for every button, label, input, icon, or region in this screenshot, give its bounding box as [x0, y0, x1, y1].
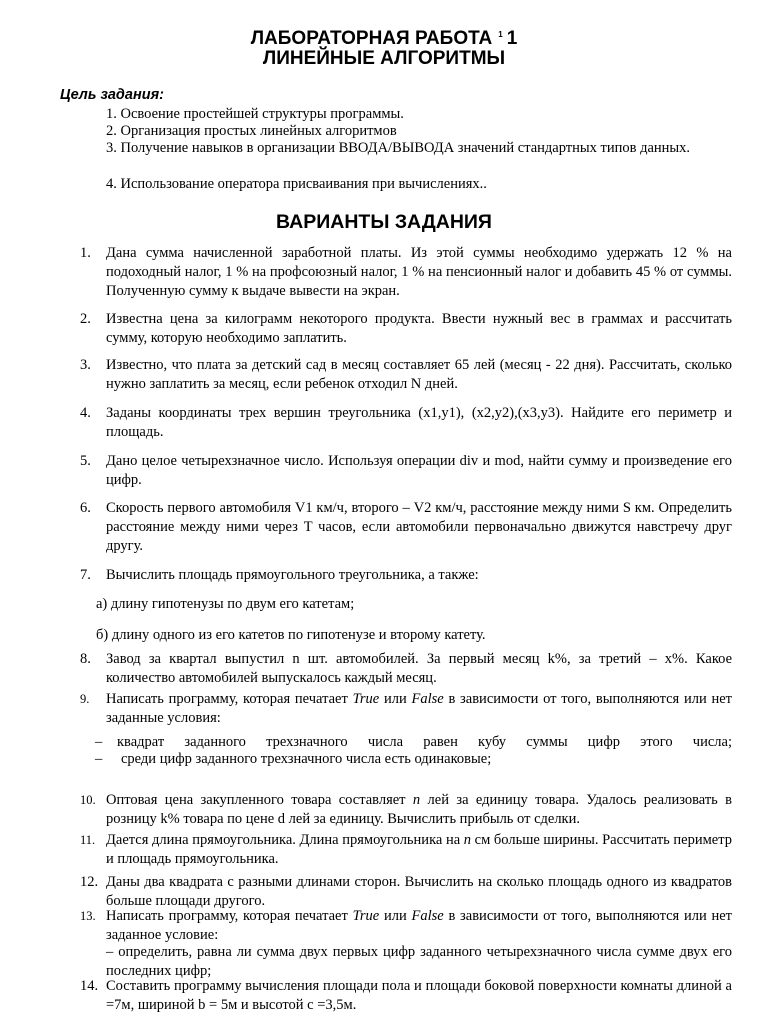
- task-number: 8.: [80, 651, 91, 667]
- task-number: 9.: [80, 692, 90, 706]
- task-item: [80, 499, 732, 556]
- task-text: Дано целое четырехзначное число. Используя операции div и mod, найти сумму и произведение его цифр.: [106, 453, 732, 488]
- task-7-subitem: б) длину одного из его катетов по гипотенузе и второму катету.: [96, 627, 486, 643]
- false-word: False: [411, 908, 444, 924]
- task-number: 6.: [80, 500, 91, 516]
- task-item: [80, 566, 732, 585]
- task-number: 12.: [80, 874, 99, 890]
- true-word: True: [352, 691, 380, 707]
- task-number: 14.: [80, 978, 99, 994]
- task-item: [80, 310, 732, 348]
- task-text: Написать программу, которая печатает True или False в зависимости от того, выполняются или нет заданные условия:: [106, 691, 732, 726]
- goal-item: 1. Освоение простейшей структуры программы.: [106, 106, 404, 122]
- variants-heading: ВАРИАНТЫ ЗАДАНИЯ: [276, 211, 492, 233]
- goal-label: Цель задания:: [60, 87, 164, 103]
- task-number: 4.: [80, 405, 91, 421]
- task-number: 10.: [80, 793, 96, 807]
- task-text: Скорость первого автомобиля V1 км/ч, второго – V2 км/ч, расстояние между ними S км. Определить расстояние между ними через T часов, если автомобили первоначально движутся навстречу друг другу.: [106, 500, 732, 554]
- dash-mark: –: [95, 751, 103, 767]
- task-text: Известна цена за килограмм некоторого продукта. Ввести нужный вес в граммах и рассчитать сумму, которую необходимо заплатить.: [106, 311, 732, 346]
- task-text: Дается длина прямоугольника. Длина прямоугольника на n см больше ширины. Рассчитать периметр и площадь прямоугольника.: [106, 832, 732, 867]
- task-item: [80, 244, 732, 301]
- task-text: Известно, что плата за детский сад в месяц составляет 65 лей (месяц - 22 дня). Рассчитать, сколько нужно заплатить за месяц, если ребенок отходил N дней.: [106, 357, 732, 392]
- task-text: Даны два квадрата с разными длинами сторон. Вычислить на сколько площадь одного из квадратов больше площади другого.: [106, 874, 732, 909]
- task-9-condition: – квадрат заданного трехзначного числа равен кубу суммы цифр этого числа;: [95, 734, 732, 750]
- task-text: Заданы координаты трех вершин треугольника (x1,y1), (x2,y2),(x3,y3). Найдите его периметр и площадь.: [106, 405, 732, 440]
- task-item: [80, 452, 732, 490]
- task-number: 7.: [80, 567, 91, 583]
- task-text: Написать программу, которая печатает True или False в зависимости от того, выполняются или нет заданное условие:: [106, 908, 732, 943]
- task-item: [80, 873, 732, 911]
- goal-item: 3. Получение навыков в организации ВВОДА/ВЫВОДА значений стандартных типов данных.: [106, 140, 691, 156]
- task-9-condition: – среди цифр заданного трехзначного числа есть одинаковые;: [95, 751, 492, 767]
- task-item: [80, 650, 732, 688]
- task-number: 1.: [80, 245, 91, 261]
- task-text: Оптовая цена закупленного товара составляет n лей за единицу товара. Удалось реализовать в розницу k% товара по цене d лей за единицу. Вычислить прибыль от сделки.: [106, 792, 732, 827]
- task-text: Завод за квартал выпустил n шт. автомобилей. За первый месяц k%, за третий – x%. Какое количество автомобилей выпускалось каждый месяц.: [106, 651, 732, 686]
- task-number: 5.: [80, 453, 91, 469]
- goal-item: 2. Организация простых линейных алгоритмов: [106, 123, 397, 139]
- task-item: [80, 791, 732, 829]
- goal-item: 4. Использование оператора присваивания при вычислениях..: [106, 176, 487, 192]
- title-mark: 1: [498, 30, 503, 39]
- title-line-2: ЛИНЕЙНЫЕ АЛГОРИТМЫ: [262, 48, 506, 69]
- task-text: Вычислить площадь прямоугольного треугольника, а также:: [106, 567, 479, 583]
- task-number: 11.: [80, 833, 96, 847]
- true-word: True: [352, 908, 380, 924]
- task-item: [80, 907, 732, 945]
- task-number: 2.: [80, 311, 91, 327]
- task-item: [80, 977, 732, 1015]
- task-number: 13.: [80, 909, 96, 923]
- false-word: False: [411, 691, 444, 707]
- dash-mark: –: [95, 734, 103, 750]
- title-number: 1: [506, 28, 518, 49]
- task-item: [80, 404, 732, 442]
- task-item: [80, 356, 732, 394]
- title-line-1: [0, 24, 768, 50]
- task-text: Дана сумма начисленной заработной платы. Из этой суммы необходимо удержать 12 % на подоходный налог, 1 % на профсоюзный налог, 1 % на пенсионный налог и добавить 45 % от суммы. Полученную сумму к выдаче вывести на экран.: [106, 245, 732, 299]
- title-main: ЛАБОРАТОРНАЯ РАБОТА: [250, 28, 493, 49]
- task-item: [80, 690, 732, 728]
- task-item: [80, 831, 732, 869]
- task-13-condition: – определить, равна ли сумма двух первых цифр заданного четырехзначного числа сумме двух его последних цифр;: [106, 944, 732, 979]
- task-7-subitem: а) длину гипотенузы по двум его катетам;: [96, 596, 355, 612]
- task-number: 3.: [80, 357, 91, 373]
- task-text: Составить программу вычисления площади пола и площади боковой поверхности комнаты длиной a =7м, шириной b = 5м и высотой c =3,5м.: [106, 978, 732, 1013]
